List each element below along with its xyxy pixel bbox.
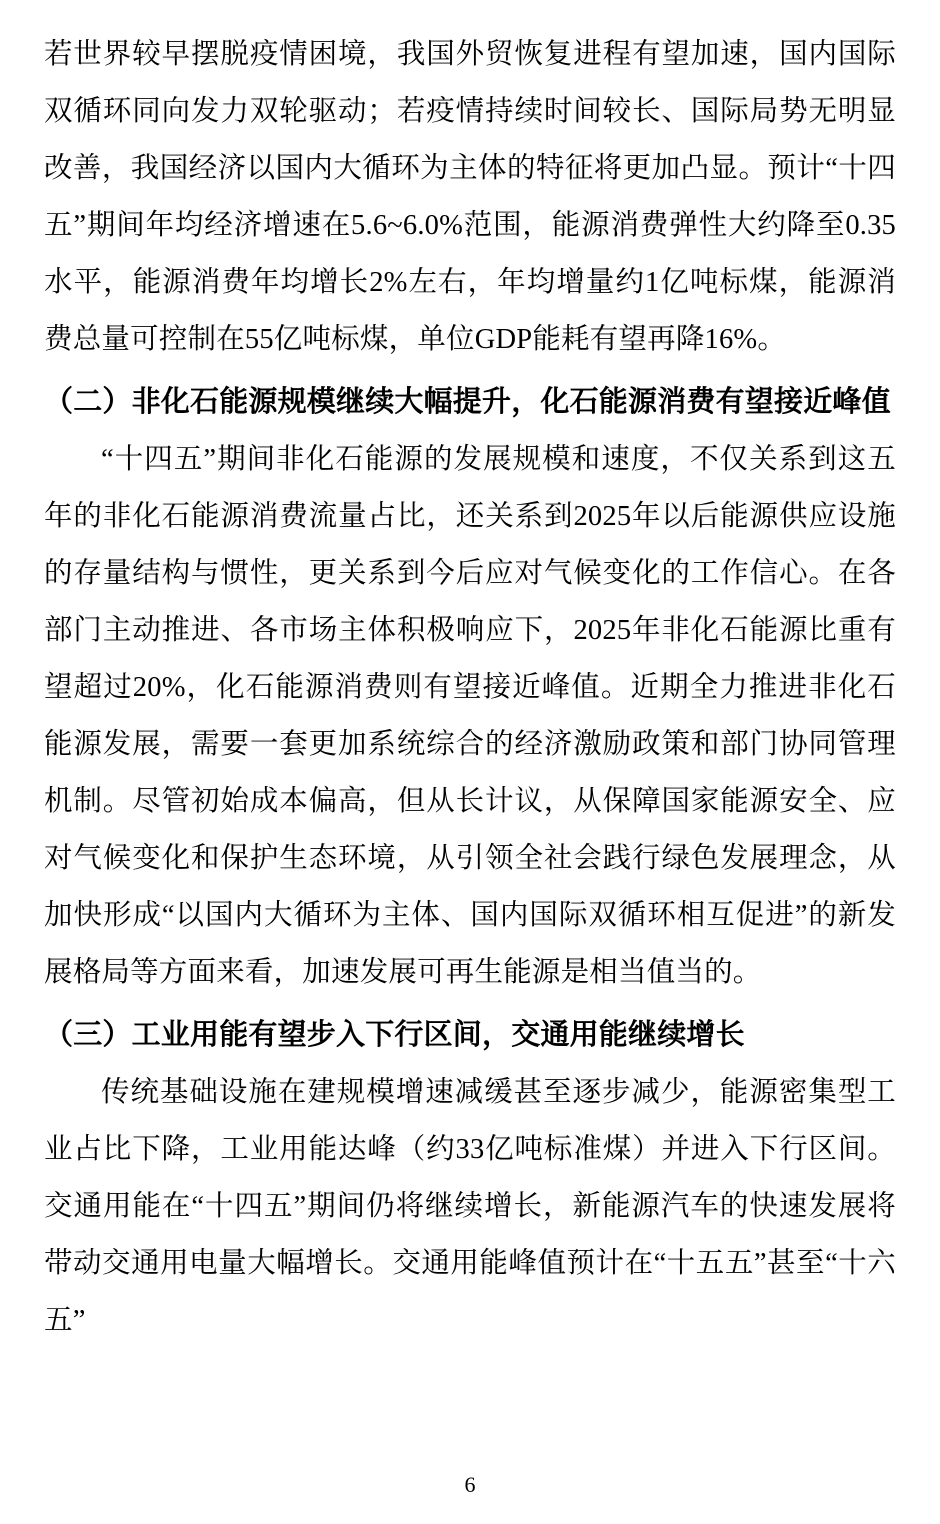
- section-heading-three: （三）工业用能有望步入下行区间，交通用能继续增长: [44, 1019, 745, 1051]
- paragraph-section-two: “十四五”期间非化石能源的发展规模和速度，不仅关系到这五年的非化石能源消费流量占比，还关系到2025年以后能源供应设施的存量结构与惯性，更关系到今后应对气候变化的工作信心。在各部门主动推进、各市场主体积极响应下，2025年非化石能源比重有望超过20%，化石能源消费则有望接近峰值。近期全力推进非化石能源发展，需要一套更加系统综合的经济激励政策和部门协同管理机制。尽管初始成本偏高，但从长计议，从保障国家能源安全、应对气候变化和保护生态环境，从引领全社会践行绿色发展理念，从加快形成“以国内大循环为主体、国内国际双循环相互促进”的新发展格局等方面来看，加速发展可再生能源是相当值当的。: [44, 444, 896, 988]
- section-heading-two: （二）非化石能源规模继续大幅提升，化石能源消费有望接近峰值: [44, 386, 891, 418]
- paragraph-continued: 若世界较早摆脱疫情困境，我国外贸恢复进程有望加速，国内国际双循环同向发力双轮驱动；若疫情持续时间较长、国际局势无明显改善，我国经济以国内大循环为主体的特征将更加凸显。预计“十四五”期间年均经济增速在5.6~6.0%范围，能源消费弹性大约降至0.35水平，能源消费年均增长2%左右，年均增量约1亿吨标煤，能源消费总量可控制在55亿吨标煤，单位GDP能耗有望再降16%。: [44, 39, 896, 355]
- paragraph-section-three: 传统基础设施在建规模增速减缓甚至逐步减少，能源密集型工业占比下降，工业用能达峰（约33亿吨标准煤）并进入下行区间。交通用能在“十四五”期间仍将继续增长，新能源汽车的快速发展将带动交通用电量大幅增长。交通用能峰值预计在“十五五”甚至“十六五”: [44, 1077, 896, 1336]
- page-number: 6: [464, 1472, 476, 1497]
